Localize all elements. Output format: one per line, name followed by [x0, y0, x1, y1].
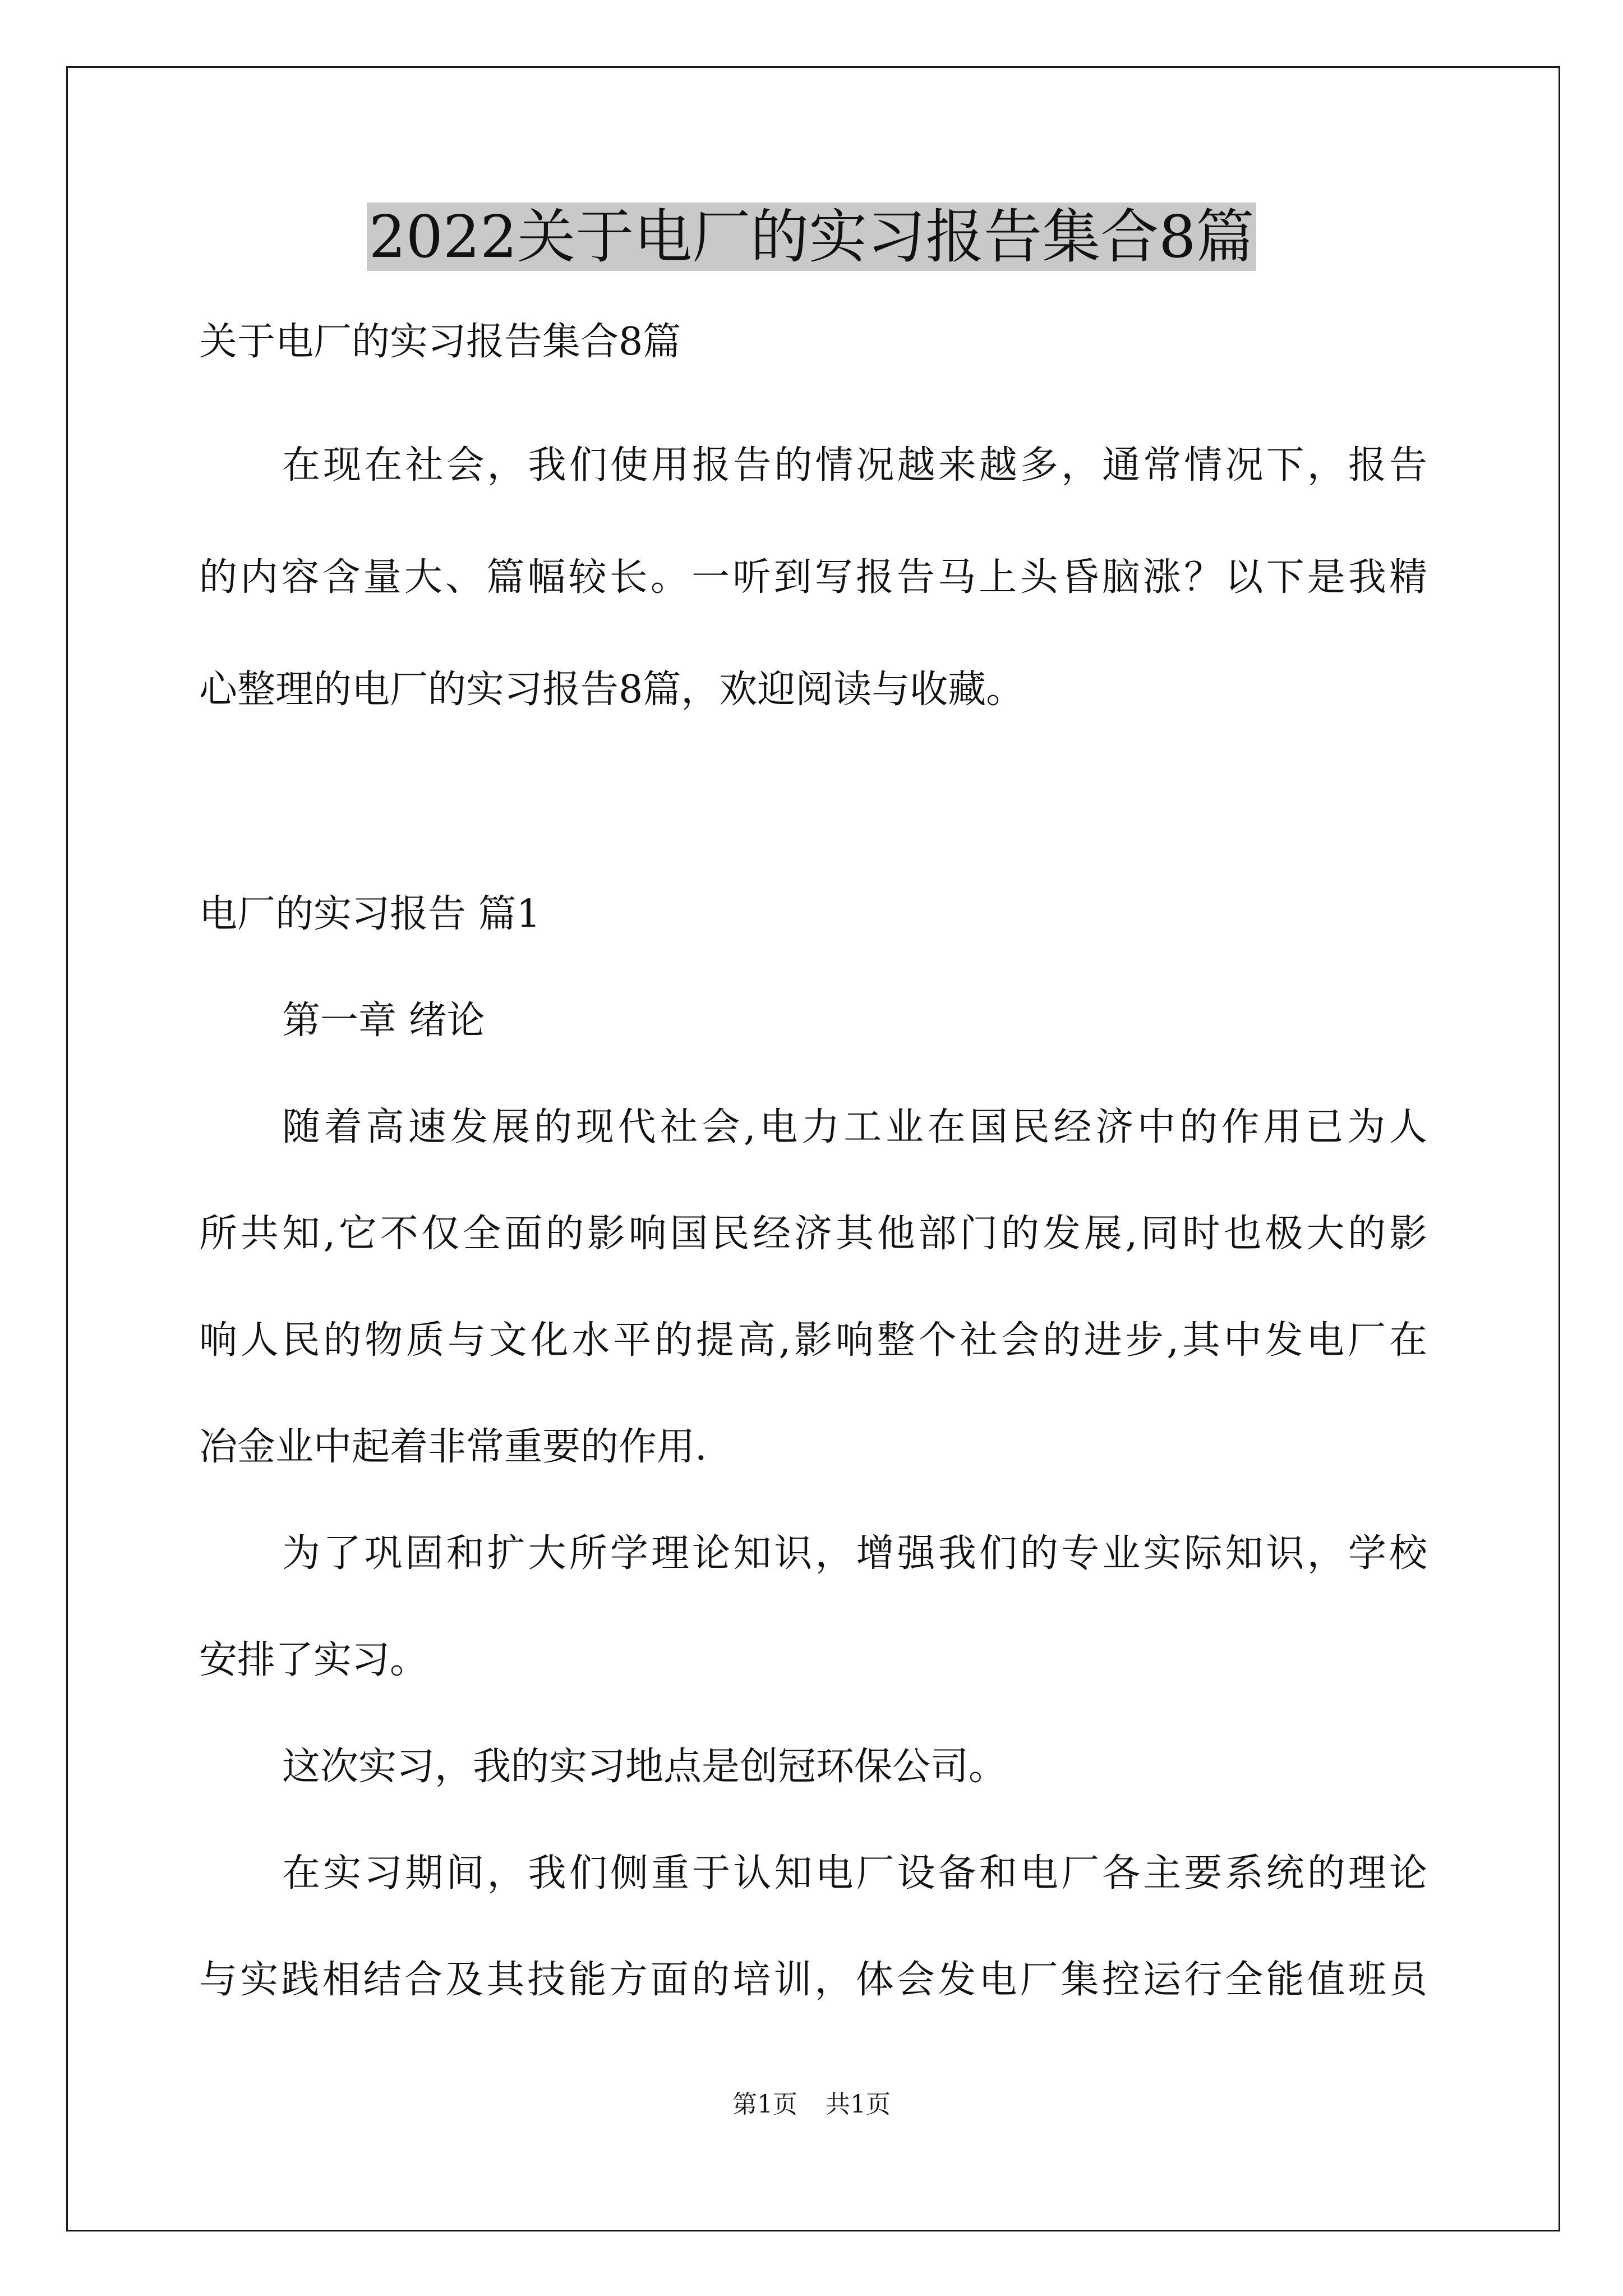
- para2-line-1: 为了巩固和扩大所学理论知识，增强我们的专业实际知识，学校: [282, 1531, 1427, 1576]
- para3-line-1: 这次实习，我的实习地点是创冠环保公司。: [282, 1745, 1007, 1789]
- document-title-text: 2022关于电厂的实习报告集合8篇: [367, 203, 1257, 271]
- para4-line-1: 在实习期间，我们侧重于认知电厂设备和电厂各主要系统的理论: [282, 1851, 1427, 1895]
- intro-line-1: 在现在社会，我们使用报告的情况越来越多，通常情况下，报告: [282, 443, 1427, 487]
- page-total: 共1页: [826, 2090, 891, 2119]
- chapter-heading: 第一章 绪论: [282, 999, 485, 1043]
- para4-line-2: 与实践相结合及其技能方面的培训，体会发电厂集控运行全能值班员: [199, 1958, 1427, 2002]
- section-heading: 电厂的实习报告 篇1: [199, 892, 541, 936]
- para1-line-4: 冶金业中起着非常重要的作用.: [199, 1425, 707, 1469]
- para1-line-2: 所共知,它不仅全面的影响国民经济其他部门的发展,同时也极大的影: [199, 1212, 1427, 1256]
- page-footer: [0, 2088, 1623, 2122]
- para1-line-1: 随着高速发展的现代社会,电力工业在国民经济中的作用已为人: [282, 1105, 1427, 1149]
- page-number: 第1页: [732, 2090, 797, 2119]
- document-subtitle: 关于电厂的实习报告集合8篇: [199, 320, 681, 364]
- para1-line-3: 响人民的物质与文化水平的提高,影响整个社会的进步,其中发电厂在: [199, 1318, 1427, 1363]
- document-title: [0, 197, 1623, 276]
- intro-line-2: 的内容含量大、篇幅较长。一听到写报告马上头昏脑涨？以下是我精: [199, 555, 1427, 600]
- para2-line-2: 安排了实习。: [199, 1638, 428, 1682]
- intro-line-3: 心整理的电厂的实习报告8篇，欢迎阅读与收藏。: [199, 668, 1025, 712]
